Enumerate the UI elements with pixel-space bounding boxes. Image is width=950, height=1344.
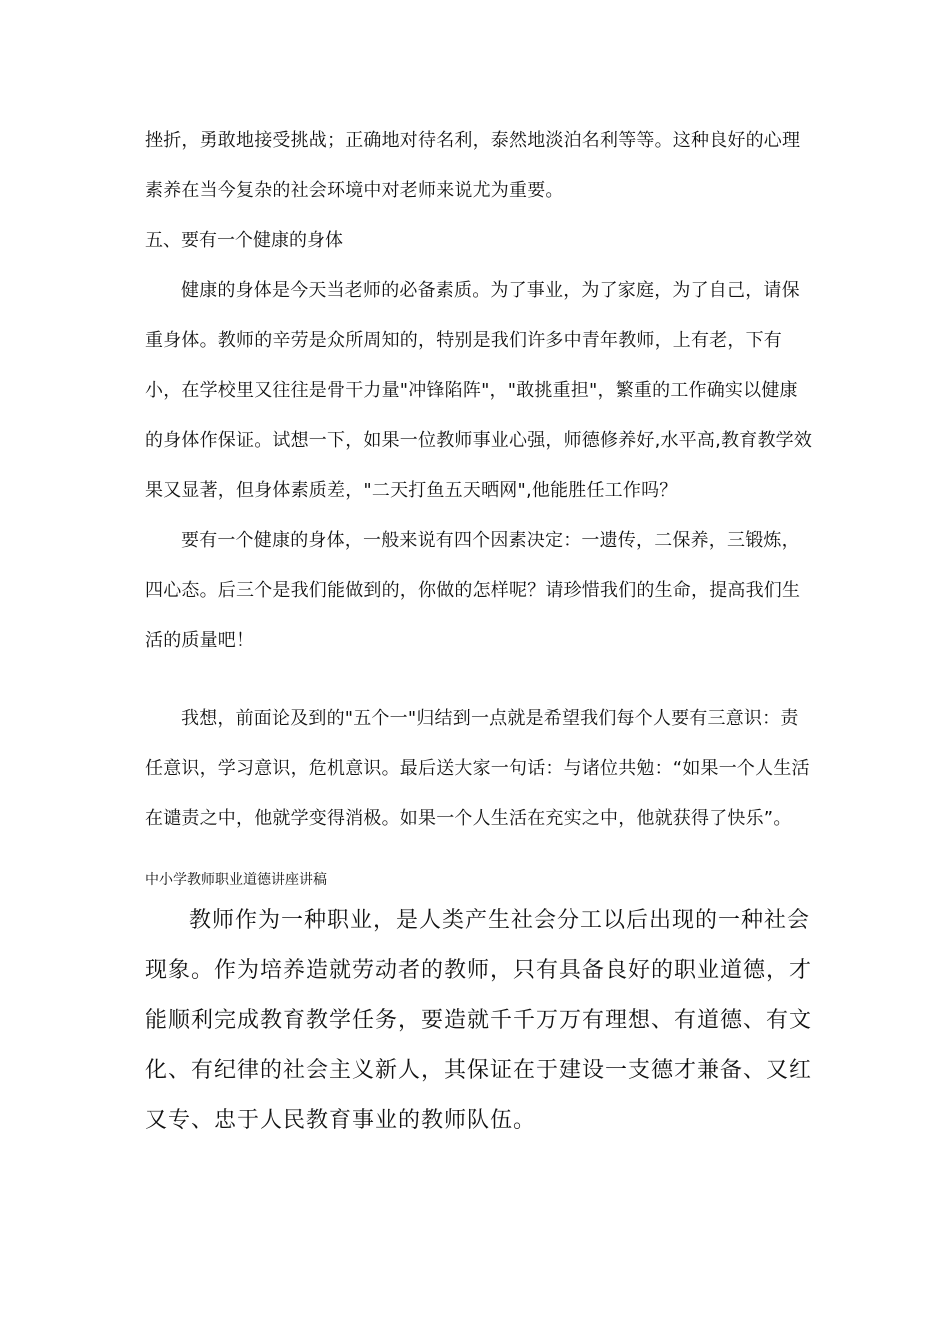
paragraph-health-factors: 要有一个健康的身体，一般来说有四个因素决定：一遗传，二保养，三锻炼，四心态。后三个是我们能做到的，你做的怎样呢？请珍惜我们的生命，提高我们生活的质量吧！ <box>145 530 801 651</box>
paragraph-gap <box>145 666 815 694</box>
paragraph-conclusion: 我想，前面论及到的"五个一"归结到一点就是希望我们每个人要有三意识：责任意识，学习意识，危机意识。最后送大家一句话：与诸位共勉：“如果一个人生活在谴责之中，他就学变得消极。如果一个人生活在充实之中，他就获得了快乐”。 <box>145 708 810 829</box>
paragraph-lecture-intro: 教师作为一种职业，是人类产生社会分工以后出现的一种社会现象。作为培养造就劳动者的教师，只有具备良好的职业道德，才能顺利完成教育教学任务，要造就千千万万有理想、有道德、有文化、有纪律的社会主义新人，其保证在于建设一支德才兼备、又红又专、忠于人民教育事业的教师队伍。 <box>145 908 813 1133</box>
lecture-title: 中小学教师职业道德讲座讲稿 <box>145 872 327 888</box>
paragraph-health-body: 健康的身体是今天当老师的必备素质。为了事业，为了家庭，为了自己，请保重身体。教师的辛劳是众所周知的，特别是我们许多中青年教师，上有老，下有小，在学校里又往往是骨干力量"冲锋陷阵"，"敢挑重担"，繁重的工作确实以健康的身体作保证。试想一下，如果一位教师事业心强，师德修养好,水平高,教育教学效果又显著，但身体素质差，"二天打鱼五天晒网",他能胜任工作吗？ <box>145 280 813 501</box>
paragraph-psychology-cont: 挫折，勇敢地接受挑战；正确地对待名利，泰然地淡泊名利等等。这种良好的心理素养在当今复杂的社会环境中对老师来说尤为重要。 <box>145 130 801 201</box>
section-heading-health: 五、要有一个健康的身体 <box>145 230 343 251</box>
document-page <box>145 116 815 1146</box>
